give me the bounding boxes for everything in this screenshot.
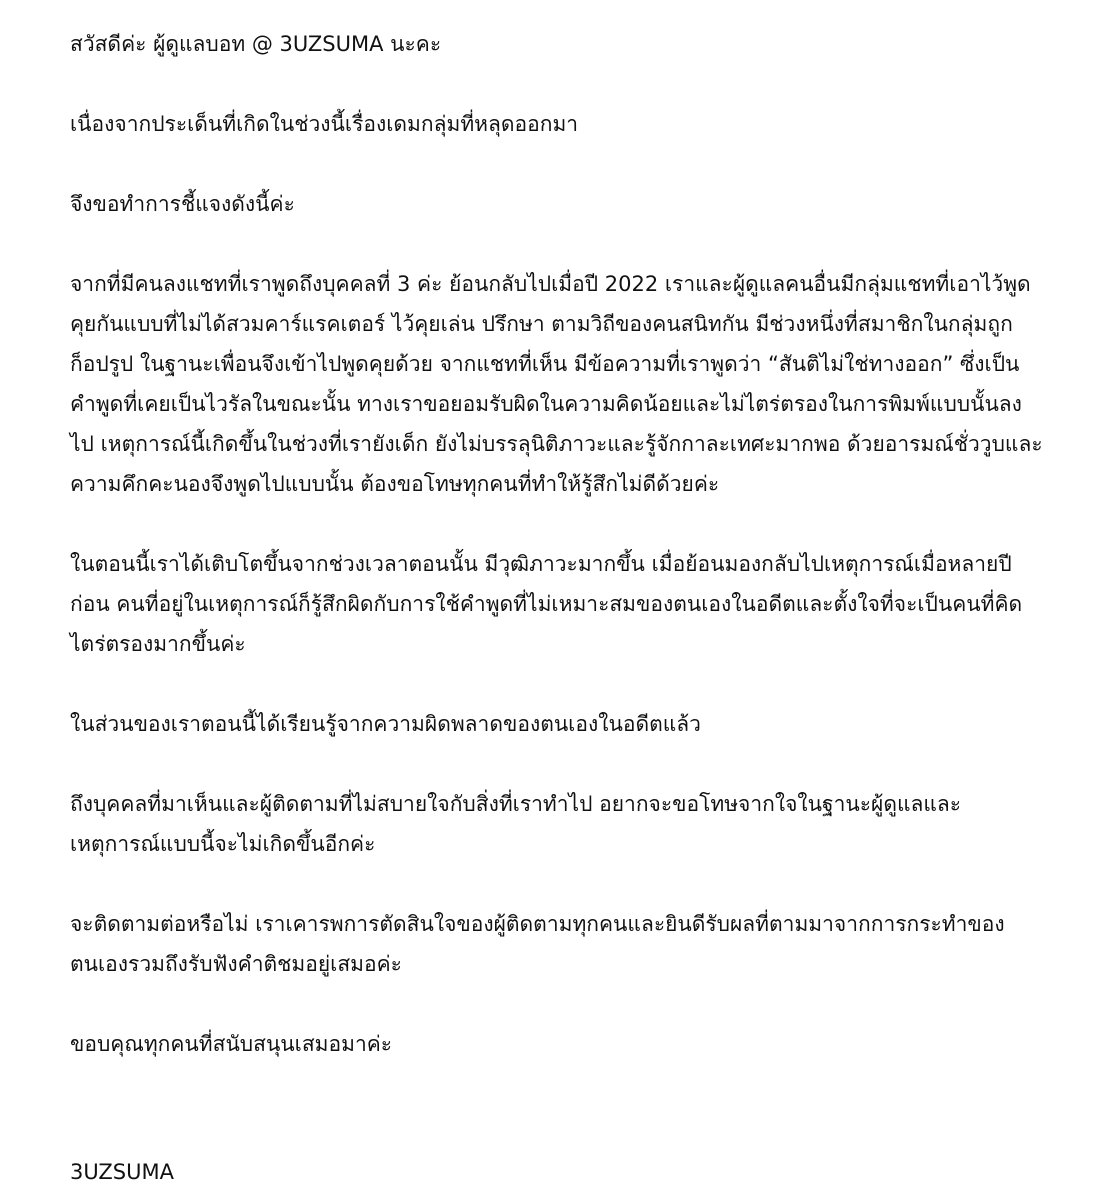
paragraph-line: จากที่มีคนลงแชทที่เราพูดถึงบุคคลที่ 3 ค่ะ ย้อนกลับไปเมื่อปี 2022 เราและผู้ดูแลคนอื่นมีกลุ่มแชทที่เอาไว้พูด (70, 272, 1031, 296)
apology-paragraph (70, 784, 1050, 864)
paragraph-line: ในตอนนี้เราได้เติบโตขึ้นจากช่วงเวลาตอนนั้น มีวุฒิภาวะมากขึ้น เมื่อย้อนมองกลับไปเหตุการณ์เมื่อหลายปี (70, 552, 1012, 576)
paragraph-line: ไตร่ตรองมากขึ้นค่ะ (70, 632, 246, 656)
paragraph-line: ถึงบุคคลที่มาเห็นและผู้ติดตามที่ไม่สบายใจกับสิ่งที่เราทำไป อยากจะขอโทษจากใจในฐานะผู้ดูแลและ (70, 792, 962, 816)
paragraph-line: คำพูดที่เคยเป็นไวรัลในขณะนั้น ทางเราขอยอมรับผิดในความคิดน้อยและไม่ไตร่ตรองในการพิมพ์แบบนั้นลง (70, 392, 1022, 416)
learned-line: ในส่วนของเราตอนนี้ได้เรียนรู้จากความผิดพลาดของตนเองในอดีตแล้ว (70, 712, 701, 736)
paragraph-line: เหตุการณ์แบบนี้จะไม่เกิดขึ้นอีกค่ะ (70, 832, 376, 856)
paragraph-line: คุยกันแบบที่ไม่ได้สวมคาร์แรคเตอร์ ไว้คุยเล่น ปรึกษา ตามวิถีของคนสนิทกัน มีช่วงหนึ่งที่สมาชิกในกลุ่มถูก (70, 312, 1013, 336)
paragraph-line: ก็อปรูป ในฐานะเพื่อนจึงเข้าไปพูดคุยด้วย จากแชทที่เห็น มีข้อความที่เราพูดว่า “สันติไม่ใช่ทางออก” ซึ่งเป็น (70, 352, 1020, 376)
explanation-paragraph (70, 264, 1050, 504)
paragraph-line: จะติดตามต่อหรือไม่ เราเคารพการตัดสินใจของผู้ติดตามทุกคนและยินดีรับผลที่ตามมาจากการกระทำของ (70, 912, 1005, 936)
signature: 3UZSUMA (70, 1160, 174, 1184)
intro-line: เนื่องจากประเด็นที่เกิดในช่วงนี้เรื่องเดมกลุ่มที่หลุดออกมา (70, 112, 579, 136)
paragraph-line: ก่อน คนที่อยู่ในเหตุการณ์ก็รู้สึกผิดกับการใช้คำพูดที่ไม่เหมาะสมของตนเองในอดีตและตั้งใจที่จะเป็นคนที่คิด (70, 592, 1023, 616)
thanks-line: ขอบคุณทุกคนที่สนับสนุนเสมอมาค่ะ (70, 1032, 393, 1056)
clarify-line: จึงขอทำการชี้แจงดังนี้ค่ะ (70, 192, 295, 216)
paragraph-line: ไป เหตุการณ์นี้เกิดขึ้นในช่วงที่เรายังเด็ก ยังไม่บรรลุนิติภาวะและรู้จักกาละเทศะมากพอ ด้วยอารมณ์ชั่ววูบและ (70, 432, 1043, 456)
follow-decision-paragraph (70, 904, 1050, 984)
statement-document (70, 24, 1050, 1184)
growth-paragraph (70, 544, 1050, 664)
paragraph-line: ตนเองรวมถึงรับฟังคำติชมอยู่เสมอค่ะ (70, 952, 402, 976)
greeting-line: สวัสดีค่ะ ผู้ดูแลบอท @ 3UZSUMA นะคะ (70, 32, 442, 56)
paragraph-line: ความคึกคะนองจึงพูดไปแบบนั้น ต้องขอโทษทุกคนที่ทำให้รู้สึกไม่ดีด้วยค่ะ (70, 472, 720, 496)
